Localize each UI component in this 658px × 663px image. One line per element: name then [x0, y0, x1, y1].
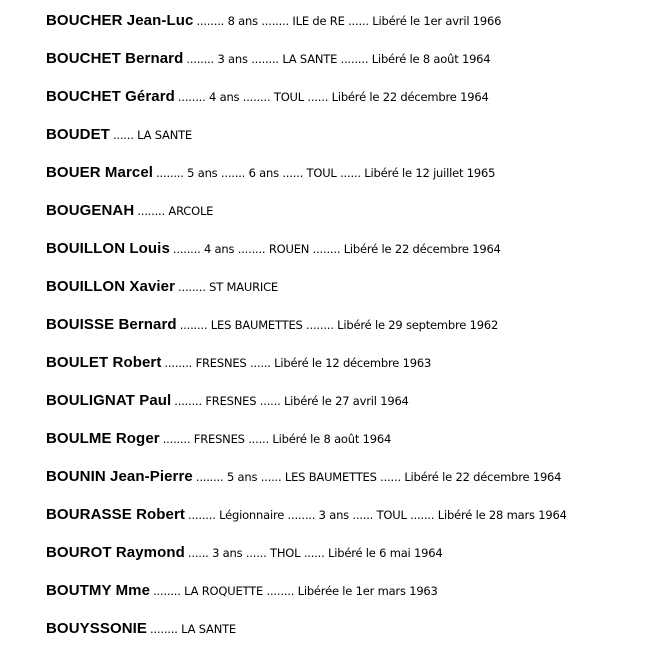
entry-name: BOULET Robert [46, 354, 162, 371]
entry-name: BOUILLON Xavier [46, 278, 176, 295]
entry-details: ........ LES BAUMETTES ........ Libéré le 29 septembre 1962 [179, 318, 499, 332]
entry-details: ........ 5 ans ....... 6 ans ...... TOUL ...... Libéré le 12 juillet 1965 [156, 166, 496, 180]
entry-details: ........ 3 ans ........ LA SANTE ........ Libéré le 8 août 1964 [186, 52, 491, 66]
entry-details: ...... 3 ans ...... THOL ...... Libéré le 6 mai 1964 [187, 546, 443, 560]
list-item [46, 276, 567, 314]
entry-name: BOUTMY Mme [46, 582, 151, 599]
list-item [46, 580, 567, 618]
entry-details: ........ FRESNES ...... Libéré le 8 août 1964 [162, 432, 392, 446]
entry-name: BOULME Roger [46, 430, 160, 447]
list-item [46, 390, 567, 428]
list-item [46, 504, 567, 542]
entry-details: ........ 4 ans ........ ROUEN ........ Libéré le 22 décembre 1964 [172, 242, 501, 256]
list-item [46, 352, 567, 390]
entry-name: BOUILLON Louis [46, 240, 170, 257]
entry-name: BOUER Marcel [46, 164, 154, 181]
list-item [46, 10, 567, 48]
entry-name: BOUISSE Bernard [46, 316, 177, 333]
entry-details: ........ LA SANTE [150, 622, 236, 636]
list-item [46, 86, 567, 124]
entry-name: BOUNIN Jean-Pierre [46, 468, 193, 485]
entry-details: ........ ARCOLE [137, 204, 214, 218]
entry-details: ...... LA SANTE [112, 128, 192, 142]
entry-name: BOUGENAH [46, 202, 135, 219]
entry-name: BOUCHET Gérard [46, 88, 175, 105]
entry-name: BOUCHET Bernard [46, 50, 184, 67]
list-item [46, 124, 567, 162]
entry-name: BOUCHER Jean-Luc [46, 12, 194, 29]
detainee-list [46, 10, 567, 656]
list-item [46, 200, 567, 238]
entry-details: ........ FRESNES ...... Libéré le 27 avril 1964 [174, 394, 409, 408]
list-item [46, 162, 567, 200]
entry-details: ........ 5 ans ...... LES BAUMETTES ...... Libéré le 22 décembre 1964 [195, 470, 562, 484]
entry-name: BOUDET [46, 126, 110, 143]
entry-name: BOURASSE Robert [46, 506, 186, 523]
entry-name: BOUYSSONIE [46, 620, 148, 637]
entry-details: ........ 8 ans ........ ILE de RE ...... Libéré le 1er avril 1966 [196, 14, 502, 28]
entry-details: ........ FRESNES ...... Libéré le 12 décembre 1963 [164, 356, 432, 370]
entry-name: BOUROT Raymond [46, 544, 185, 561]
list-item [46, 466, 567, 504]
list-item [46, 48, 567, 86]
entry-details: ........ ST MAURICE [178, 280, 278, 294]
list-item [46, 428, 567, 466]
list-item [46, 238, 567, 276]
entry-details: ........ LA ROQUETTE ........ Libérée le 1er mars 1963 [153, 584, 438, 598]
entry-details: ........ Légionnaire ........ 3 ans ...... TOUL ....... Libéré le 28 mars 1964 [188, 508, 567, 522]
entry-details: ........ 4 ans ........ TOUL ...... Libéré le 22 décembre 1964 [177, 90, 489, 104]
list-item [46, 542, 567, 580]
list-item [46, 314, 567, 352]
entry-name: BOULIGNAT Paul [46, 392, 172, 409]
list-item [46, 618, 567, 656]
